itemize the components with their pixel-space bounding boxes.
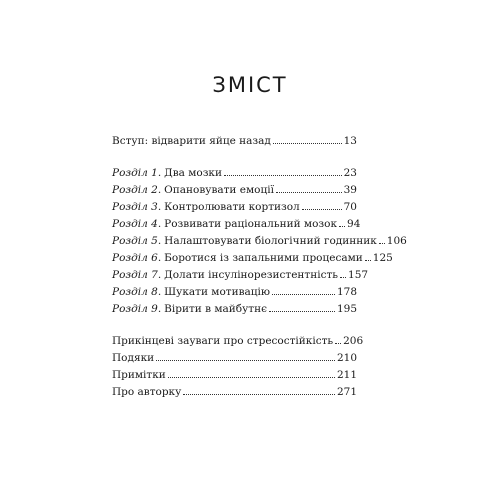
toc-entry-label: Вірити в майбутнє [164,303,267,315]
toc-entry-chapter-5[interactable] [112,234,407,247]
toc-entry-page: 271 [336,386,357,398]
toc-entry-page: 13 [343,135,357,147]
dot-leader [156,360,335,361]
toc-entry-about-author[interactable] [112,385,357,398]
dot-leader [276,192,342,193]
toc-entry-label: Розвивати раціональний мозок [164,218,338,230]
chapter-number: Розділ 3. [112,201,162,213]
toc-entry-label: Два мозки [164,167,222,179]
toc-entry-page: 125 [372,252,393,264]
dot-leader [339,226,345,227]
toc-entry-label: Примітки [112,369,166,381]
dot-leader [224,175,342,176]
toc-entry-page: 210 [336,352,357,364]
toc-entry-label: Боротися із запальними процесами [164,252,363,264]
toc-entry-chapter-7[interactable] [112,268,369,281]
dot-leader [168,377,335,378]
toc-entry-chapter-3[interactable] [112,200,357,213]
dot-leader [273,143,342,144]
toc-entry-label: Подяки [112,352,155,364]
toc-entry-page: 23 [343,167,357,179]
chapter-number: Розділ 6. [112,252,162,264]
toc-entry-label: Налаштовувати біологічний годинник [164,235,377,247]
chapter-number: Розділ 2. [112,184,162,196]
toc-entry-page: 211 [336,369,357,381]
toc-entry-page: 195 [336,303,357,315]
dot-leader [379,243,385,244]
toc-entry-label: Долати інсулінорезистентність [164,269,339,281]
toc-entry-closing-notes[interactable] [112,334,364,347]
page-title: ЗМІСТ [212,73,288,97]
toc-entry-page: 157 [348,269,369,281]
toc-entry-chapter-2[interactable] [112,183,357,196]
toc-entry-label: Прикінцеві зауваги про стресостійкість [112,335,334,347]
toc-entry-page: 178 [336,286,357,298]
toc-entry-label: Опановувати емоції [164,184,274,196]
toc-entry-intro[interactable] [112,134,357,147]
chapter-number: Розділ 7. [112,269,162,281]
toc-entry-page: 106 [386,235,407,247]
toc-entry-acknowledgements[interactable] [112,351,357,364]
chapter-number: Розділ 4. [112,218,162,230]
chapter-number: Розділ 5. [112,235,162,247]
toc-entry-label: Шукати мотивацію [164,286,271,298]
chapter-number: Розділ 9. [112,303,162,315]
chapter-number: Розділ 8. [112,286,162,298]
toc-entry-chapter-1[interactable] [112,166,357,179]
dot-leader [269,311,335,312]
toc-entry-page: 206 [343,335,364,347]
dot-leader [365,260,371,261]
toc-entry-chapter-9[interactable] [112,302,357,315]
toc-entry-chapter-6[interactable] [112,251,393,264]
toc-entry-label: Про авторку [112,386,182,398]
dot-leader [340,277,346,278]
toc-entry-notes[interactable] [112,368,357,381]
toc-entry-page: 39 [343,184,357,196]
dot-leader [335,343,341,344]
toc-entry-chapter-8[interactable] [112,285,357,298]
toc-entry-label: Контролювати кортизол [164,201,300,213]
dot-leader [302,209,342,210]
dot-leader [183,394,335,395]
toc-entry-chapter-4[interactable] [112,217,361,230]
chapter-number: Розділ 1. [112,167,162,179]
dot-leader [272,294,335,295]
toc-entry-label: Вступ: відварити яйце назад [112,135,271,147]
toc-entry-page: 94 [347,218,361,230]
toc-entry-page: 70 [343,201,357,213]
